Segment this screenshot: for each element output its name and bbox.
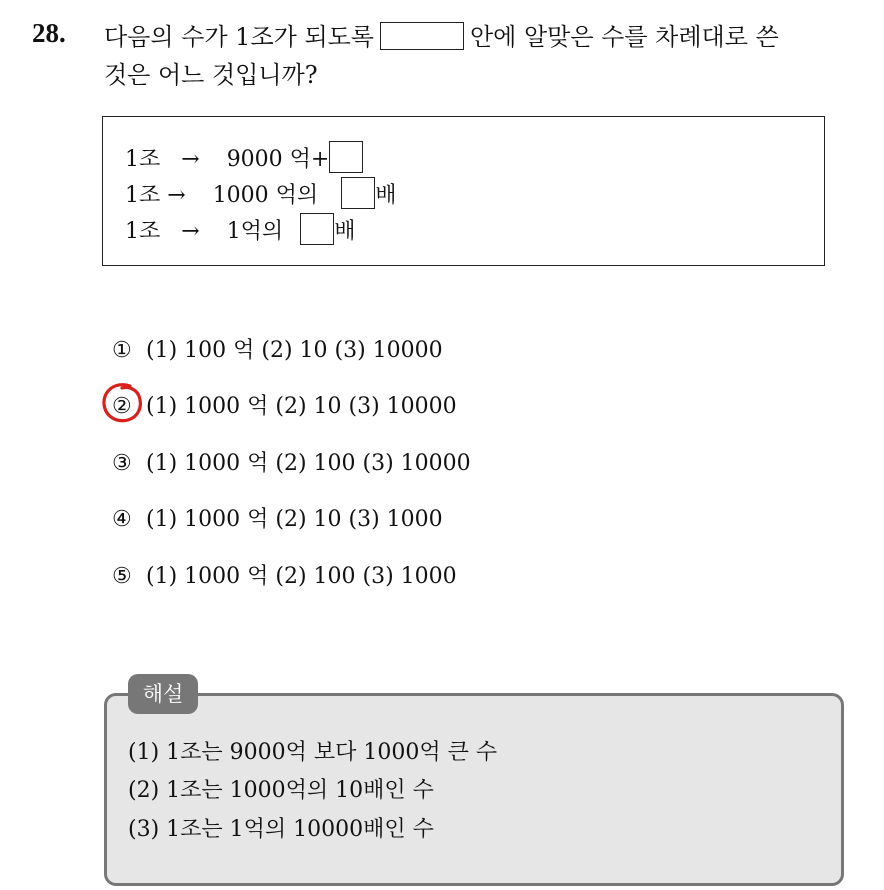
given-line-3-suffix: 배 (334, 219, 356, 244)
given-line-1-left: 1조 (125, 147, 161, 172)
given-line-1 (125, 141, 363, 173)
choice-5-text: (1) 1000 억 (2) 100 (3) 1000 (146, 564, 457, 589)
explanation-tag: 해설 (128, 674, 198, 714)
blank-box-1 (329, 141, 363, 173)
given-line-3-left: 1조 (125, 219, 161, 244)
explanation-line-2: (2) 1조는 1000억의 10배인 수 (128, 778, 434, 803)
given-line-2-suffix: 배 (375, 183, 397, 208)
explanation-line-1: (1) 1조는 9000억 보다 1000억 큰 수 (128, 740, 498, 765)
explanation-line-3: (3) 1조는 1억의 10000배인 수 (128, 817, 434, 842)
question-number: 28. (32, 18, 66, 48)
given-line-1-value: 9000 억+ (226, 147, 330, 172)
arrow-icon: → (181, 147, 200, 172)
choice-1-mark: ① (112, 338, 132, 363)
choice-2[interactable] (112, 389, 457, 420)
given-box (102, 116, 825, 266)
blank-box (380, 22, 464, 50)
arrow-icon: → (181, 219, 200, 244)
choice-5-mark: ⑤ (112, 564, 132, 589)
choice-2-text: (1) 1000 억 (2) 10 (3) 10000 (146, 394, 457, 419)
choice-4-mark: ④ (112, 507, 132, 532)
given-line-2-left: 1조 → (125, 183, 186, 208)
given-line-3-value: 1억의 (226, 219, 284, 244)
given-line-2 (125, 177, 396, 209)
question-text-part1: 다음의 수가 1조가 되도록 (104, 23, 374, 51)
question-text (104, 18, 864, 94)
choice-5[interactable] (112, 559, 457, 590)
question-text-part2: 안에 알맞은 수를 차례대로 쓴 (470, 23, 779, 51)
choice-1-text: (1) 100 억 (2) 10 (3) 10000 (146, 338, 443, 363)
choice-3-text: (1) 1000 억 (2) 100 (3) 10000 (146, 451, 471, 476)
question-text-line2: 것은 어느 것입니까? (104, 61, 318, 89)
choice-3[interactable] (112, 446, 471, 477)
choice-4[interactable] (112, 502, 443, 533)
given-line-2-value: 1000 억의 (212, 183, 319, 208)
choice-1[interactable] (112, 333, 443, 364)
choice-2-mark: ② (112, 394, 132, 419)
given-line-3 (125, 213, 355, 245)
blank-box-3 (300, 213, 334, 245)
blank-box-2 (341, 177, 375, 209)
answer-circle-icon (100, 380, 146, 426)
choice-3-mark: ③ (112, 451, 132, 476)
choice-4-text: (1) 1000 억 (2) 10 (3) 1000 (146, 507, 443, 532)
